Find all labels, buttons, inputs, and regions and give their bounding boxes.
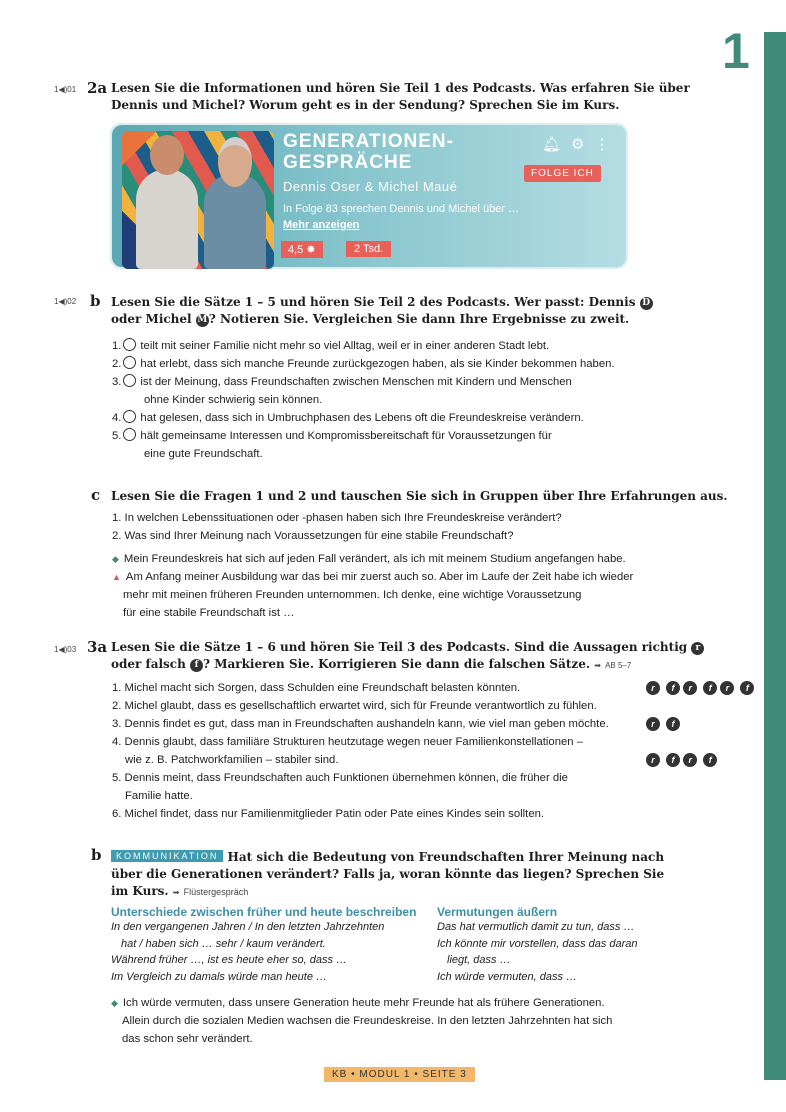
- gear-icon[interactable]: ⚙: [571, 136, 585, 153]
- false-choice[interactable]: f: [703, 681, 717, 695]
- true-false-choices: [646, 681, 754, 771]
- answer-circle[interactable]: [123, 338, 136, 351]
- list-item-continuation: ohne Kinder schwierig sein können.: [144, 394, 323, 406]
- listeners-badge: 2 Tsd.: [346, 241, 391, 257]
- rf-row: [683, 753, 717, 771]
- question-item: 1. In welchen Lebenssituationen oder -phasen haben sich Ihre Freundeskreise verändert?: [112, 512, 562, 524]
- right-choice[interactable]: r: [683, 681, 697, 695]
- phrase: Im Vergleich zu damals würde man heute …: [111, 970, 328, 983]
- list-item: 5. hält gemeinsame Interessen und Kompromissbereitschaft für Voraussetzungen für: [112, 430, 552, 442]
- list-item-continuation: eine gute Freundschaft.: [144, 448, 263, 460]
- podcast-description: In Folge 83 sprechen Dennis und Michel über …: [283, 203, 520, 215]
- bell-icon[interactable]: 🔔︎: [542, 136, 562, 153]
- audio-track-2a[interactable]: [54, 85, 76, 94]
- right-choice[interactable]: r: [646, 753, 660, 767]
- question-item: 2. Was sind Ihrer Meinung nach Voraussetzungen für eine stabile Freundschaft?: [112, 530, 514, 542]
- false-choice[interactable]: f: [666, 753, 680, 767]
- false-choice[interactable]: f: [666, 681, 680, 695]
- right-choice[interactable]: r: [646, 717, 660, 731]
- audio-track-3a[interactable]: [54, 645, 76, 654]
- badge-d: D: [640, 297, 653, 310]
- rf-row: [720, 681, 754, 699]
- phrases-heading: Vermutungen äußern: [437, 905, 558, 919]
- answer-circle[interactable]: [123, 356, 136, 369]
- rf-row: [683, 681, 717, 699]
- true-false-list: 1. Michel macht sich Sorgen, dass Schulden eine Freundschaft belasten könnten. 2. Michel glaubt, dass es gesellschaftlich erwartet wird, sich für Freunde verantwortlich zu fühlen. 3. Dennis findet es gut, dass man in Freundschaften aushandeln kann, wie viel man geben möchte. 4. Dennis glaubt, dass familiäre Strukturen heutzutage wegen neuer Familienkonstellationen – wie z. B. Patchworkfamilien – stabiler sind. 5. Dennis meint, dass Freundschaften auch Funktionen übernehmen können, die früher die Familie hatte. 6. Michel findet, dass nur Familienmitglieder Patin oder Pate eines Kindes sein sollten.: [112, 679, 609, 823]
- exercise-number: 3a: [87, 638, 108, 656]
- phrases-heading: Unterschiede zwischen früher und heute beschreiben: [111, 905, 417, 919]
- page-footer: KB • MODUL 1 • SEITE 3: [324, 1067, 475, 1082]
- task-line: Lesen Sie die Informationen und hören Sie Teil 1 des Podcasts. Was erfahren Sie über: [111, 81, 690, 95]
- statement: 5. Dennis meint, dass Freundschaften auch Funktionen übernehmen können, die früher die: [112, 772, 568, 784]
- triangle-bullet-icon: ▲: [112, 572, 121, 582]
- false-choice[interactable]: f: [740, 681, 754, 695]
- right-choice[interactable]: r: [646, 681, 660, 695]
- phrase: Ich würde vermuten, dass …: [437, 970, 578, 983]
- host-person-dennis: [136, 169, 198, 269]
- example-answer-3b: ◆ Ich würde vermuten, dass unsere Generation heute mehr Freunde hat als frühere Generationen. Allein durch die sozialen Medien wachsen die Freundeskreise. In den letzten Jahrzehnten hat sich das schon sehr verändert.: [111, 997, 613, 1045]
- arrow-right-icon: ➡: [594, 661, 601, 670]
- statement: 2. Michel glaubt, dass es gesellschaftlich erwartet wird, sich für Freunde verantwortlich zu fühlen.: [112, 700, 597, 712]
- phrases-right: [437, 905, 638, 985]
- badge-r: r: [691, 642, 704, 655]
- kommunikation-tag: KOMMUNIKATION: [111, 850, 223, 862]
- diamond-bullet-icon: ◆: [112, 554, 119, 564]
- right-choice[interactable]: r: [683, 753, 697, 767]
- answer-circle[interactable]: [123, 410, 136, 423]
- statement: 1. Michel macht sich Sorgen, dass Schulden eine Freundschaft belasten könnten.: [112, 682, 521, 694]
- badge-m: M: [197, 315, 208, 325]
- podcast-card: [110, 123, 628, 269]
- phrase: Das hat vermutlich damit zu tun, dass …: [437, 921, 635, 933]
- phrase: In den vergangenen Jahren / In den letzten Jahrzehnten: [111, 921, 385, 933]
- rating-badge: 4,5 ✸: [281, 241, 323, 258]
- chapter-sidebar: [764, 32, 786, 1080]
- phrases-left: [111, 905, 416, 985]
- audio-track-2b[interactable]: [54, 297, 76, 306]
- phrase: Während früher …, ist es heute eher so, dass …: [111, 954, 348, 966]
- exercise-letter: c: [91, 486, 101, 504]
- list-item: 1. teilt mit seiner Familie nicht mehr so viel Alltag, weil er in einer anderen Stadt lebt.: [112, 340, 550, 352]
- exercise-letter: b: [91, 846, 102, 864]
- statement: 3. Dennis findet es gut, dass man in Freundschaften aushandeln kann, wie viel man geben möchte.: [112, 718, 609, 730]
- workbook-reference: AB 5–7: [605, 661, 632, 670]
- exercise-number: 2a: [87, 79, 108, 97]
- phrase: Ich könnte mir vorstellen, dass das daran: [437, 937, 638, 950]
- list-item: 4. hat gelesen, dass sich in Umbruchphasen des Lebens oft die Freundeskreise verändern.: [112, 412, 584, 424]
- audio-track-label: 1◀)02: [54, 297, 77, 306]
- task-instruction: KOMMUNIKATION Hat sich die Bedeutung von Freundschaften Ihrer Meinung nach über die Generationen verändert? Falls ja, woran könnte das liegen? Sprechen Sie im Kurs. ➡ Flüstergespräch: [111, 850, 665, 898]
- task-instruction: Lesen Sie die Fragen 1 und 2 und tauschen Sie sich in Gruppen über Ihre Erfahrungen aus.: [111, 489, 728, 503]
- diamond-bullet-icon: ◆: [111, 998, 118, 1008]
- phrase: hat / haben sich … sehr / kaum verändert.: [121, 937, 326, 950]
- podcast-hosts-photo: [122, 131, 274, 269]
- rf-row: [646, 681, 680, 699]
- star-icon: ✸: [306, 244, 316, 256]
- arrow-right-icon: ➡: [172, 888, 180, 897]
- answer-circle[interactable]: [123, 428, 136, 441]
- more-icon[interactable]: ⋮: [594, 136, 610, 153]
- task-instruction: Lesen Sie die Sätze 1 – 6 und hören Sie Teil 3 des Podcasts. Sind die Aussagen richtig r oder falsch f ? Markieren Sie. Korrigieren Sie dann die falschen Sätze. ➡ AB 5–7: [111, 639, 704, 674]
- exercise-letter: b: [90, 292, 101, 310]
- false-choice[interactable]: f: [703, 753, 717, 767]
- answer-circle[interactable]: [123, 374, 136, 387]
- chapter-number: 1: [722, 23, 750, 79]
- follow-button[interactable]: FOLGE ICH: [524, 165, 601, 182]
- statement: 4. Dennis glaubt, dass familiäre Strukturen heutzutage wegen neuer Familienkonstellationen –: [112, 736, 583, 748]
- audio-track-label: 1◀)01: [54, 85, 77, 94]
- more-link[interactable]: Mehr anzeigen: [283, 219, 360, 231]
- statement: 6. Michel findet, dass nur Familienmitglieder Patin oder Pate eines Kindes sein sollten.: [112, 808, 545, 820]
- rf-row: [646, 753, 680, 771]
- list-item: 2. hat erlebt, dass sich manche Freunde zurückgezogen haben, als sie Kinder bekommen haben.: [112, 358, 615, 370]
- example-answers: ◆ Mein Freundeskreis hat sich auf jeden Fall verändert, als ich mit meinem Studium angefangen habe. ▲ Am Anfang meiner Ausbildung war das bei mir zuerst auch so. Aber im Laufe der Zeit habe ich wieder mehr mit meinen früheren Freunden unternommen. Ich denke, eine wichtige Voraussetzung für eine stabile Freundschaft ist …: [112, 553, 634, 619]
- method-reference: Flüstergespräch: [183, 887, 249, 897]
- false-choice[interactable]: f: [666, 717, 680, 731]
- task-instruction: Lesen Sie die Sätze 1 – 5 und hören Sie Teil 2 des Podcasts. Wer passt: Dennis D oder Michel M ? Notieren Sie. Vergleichen Sie dann Ihre Ergebnisse zu zweit.: [111, 294, 653, 328]
- list-item: 3. ist der Meinung, dass Freundschaften zwischen Menschen mit Kindern und Menschen: [112, 376, 572, 388]
- right-choice[interactable]: r: [720, 681, 734, 695]
- podcast-title: GENERATIONEN- GESPRÄCHE: [283, 131, 454, 173]
- podcast-hosts: Dennis Oser & Michel Maué: [283, 179, 458, 194]
- question-list: [112, 509, 562, 545]
- statement-list-2b: [112, 337, 615, 463]
- badge-f: f: [190, 659, 203, 672]
- audio-track-label: 1◀)03: [54, 645, 77, 654]
- phrase: liegt, dass …: [447, 954, 511, 966]
- task-line: Dennis und Michel? Worum geht es in der Sendung? Sprechen Sie im Kurs.: [111, 98, 620, 112]
- rf-row: [646, 717, 680, 735]
- task-instruction: [111, 80, 690, 114]
- host-person-michel: [204, 173, 266, 269]
